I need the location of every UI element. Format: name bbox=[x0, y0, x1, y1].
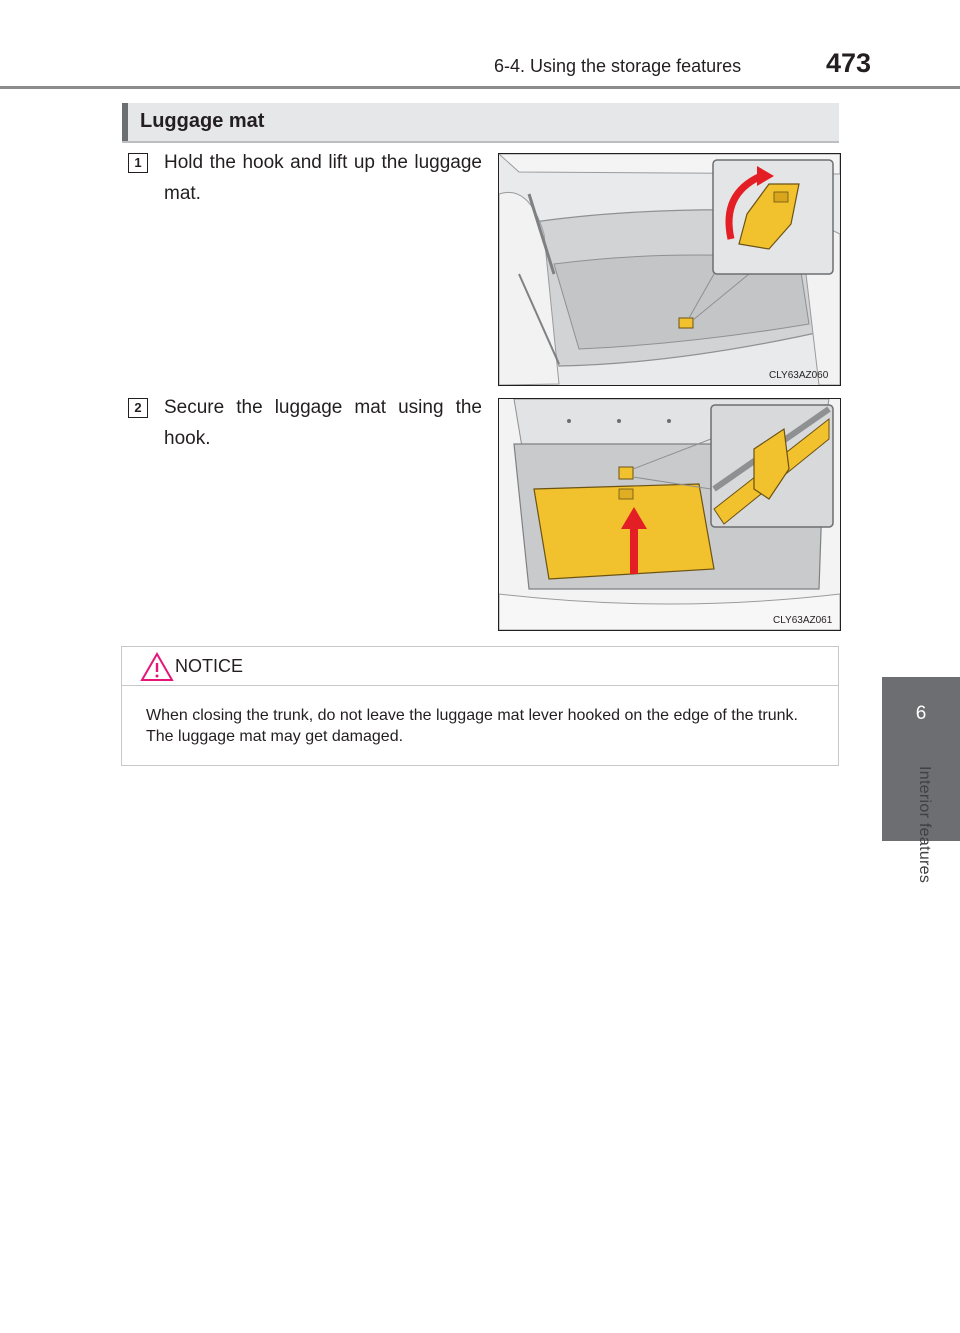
trunk-open-illustration bbox=[499, 154, 840, 385]
page-number: 473 bbox=[826, 48, 872, 78]
figure-code: CLY63AZ060 bbox=[769, 370, 829, 381]
step-2-figure bbox=[498, 398, 841, 631]
header-rule bbox=[0, 86, 960, 89]
step-2-badge: 2 bbox=[128, 398, 148, 418]
step-1-figure bbox=[498, 153, 841, 386]
step-2-text: Secure the luggage mat using the hook. bbox=[164, 397, 482, 449]
chapter-title: Interior features bbox=[916, 766, 933, 884]
notice-label: NOTICE bbox=[175, 656, 244, 676]
notice-text: When closing the trunk, do not leave the luggage mat lever hooked on the edge of the trunk. The luggage mat may get damaged. bbox=[146, 707, 798, 745]
section-title: Luggage mat bbox=[140, 110, 265, 132]
chapter-number: 6 bbox=[915, 703, 927, 724]
trunk-mat-illustration bbox=[499, 399, 840, 630]
hook-marker-icon bbox=[619, 467, 633, 479]
step-1-text: Hold the hook and lift up the luggage mat. bbox=[164, 152, 482, 204]
header-section-title: 6-4. Using the storage features bbox=[494, 56, 742, 76]
figure-code: CLY63AZ061 bbox=[773, 615, 833, 626]
notice-header bbox=[122, 647, 838, 686]
section-heading-accent bbox=[122, 103, 128, 141]
section-heading-bar bbox=[122, 103, 839, 143]
hook-marker-icon bbox=[679, 318, 693, 328]
step-1-badge: 1 bbox=[128, 153, 148, 173]
notice-box bbox=[121, 646, 839, 766]
warning-triangle-icon bbox=[140, 652, 174, 682]
